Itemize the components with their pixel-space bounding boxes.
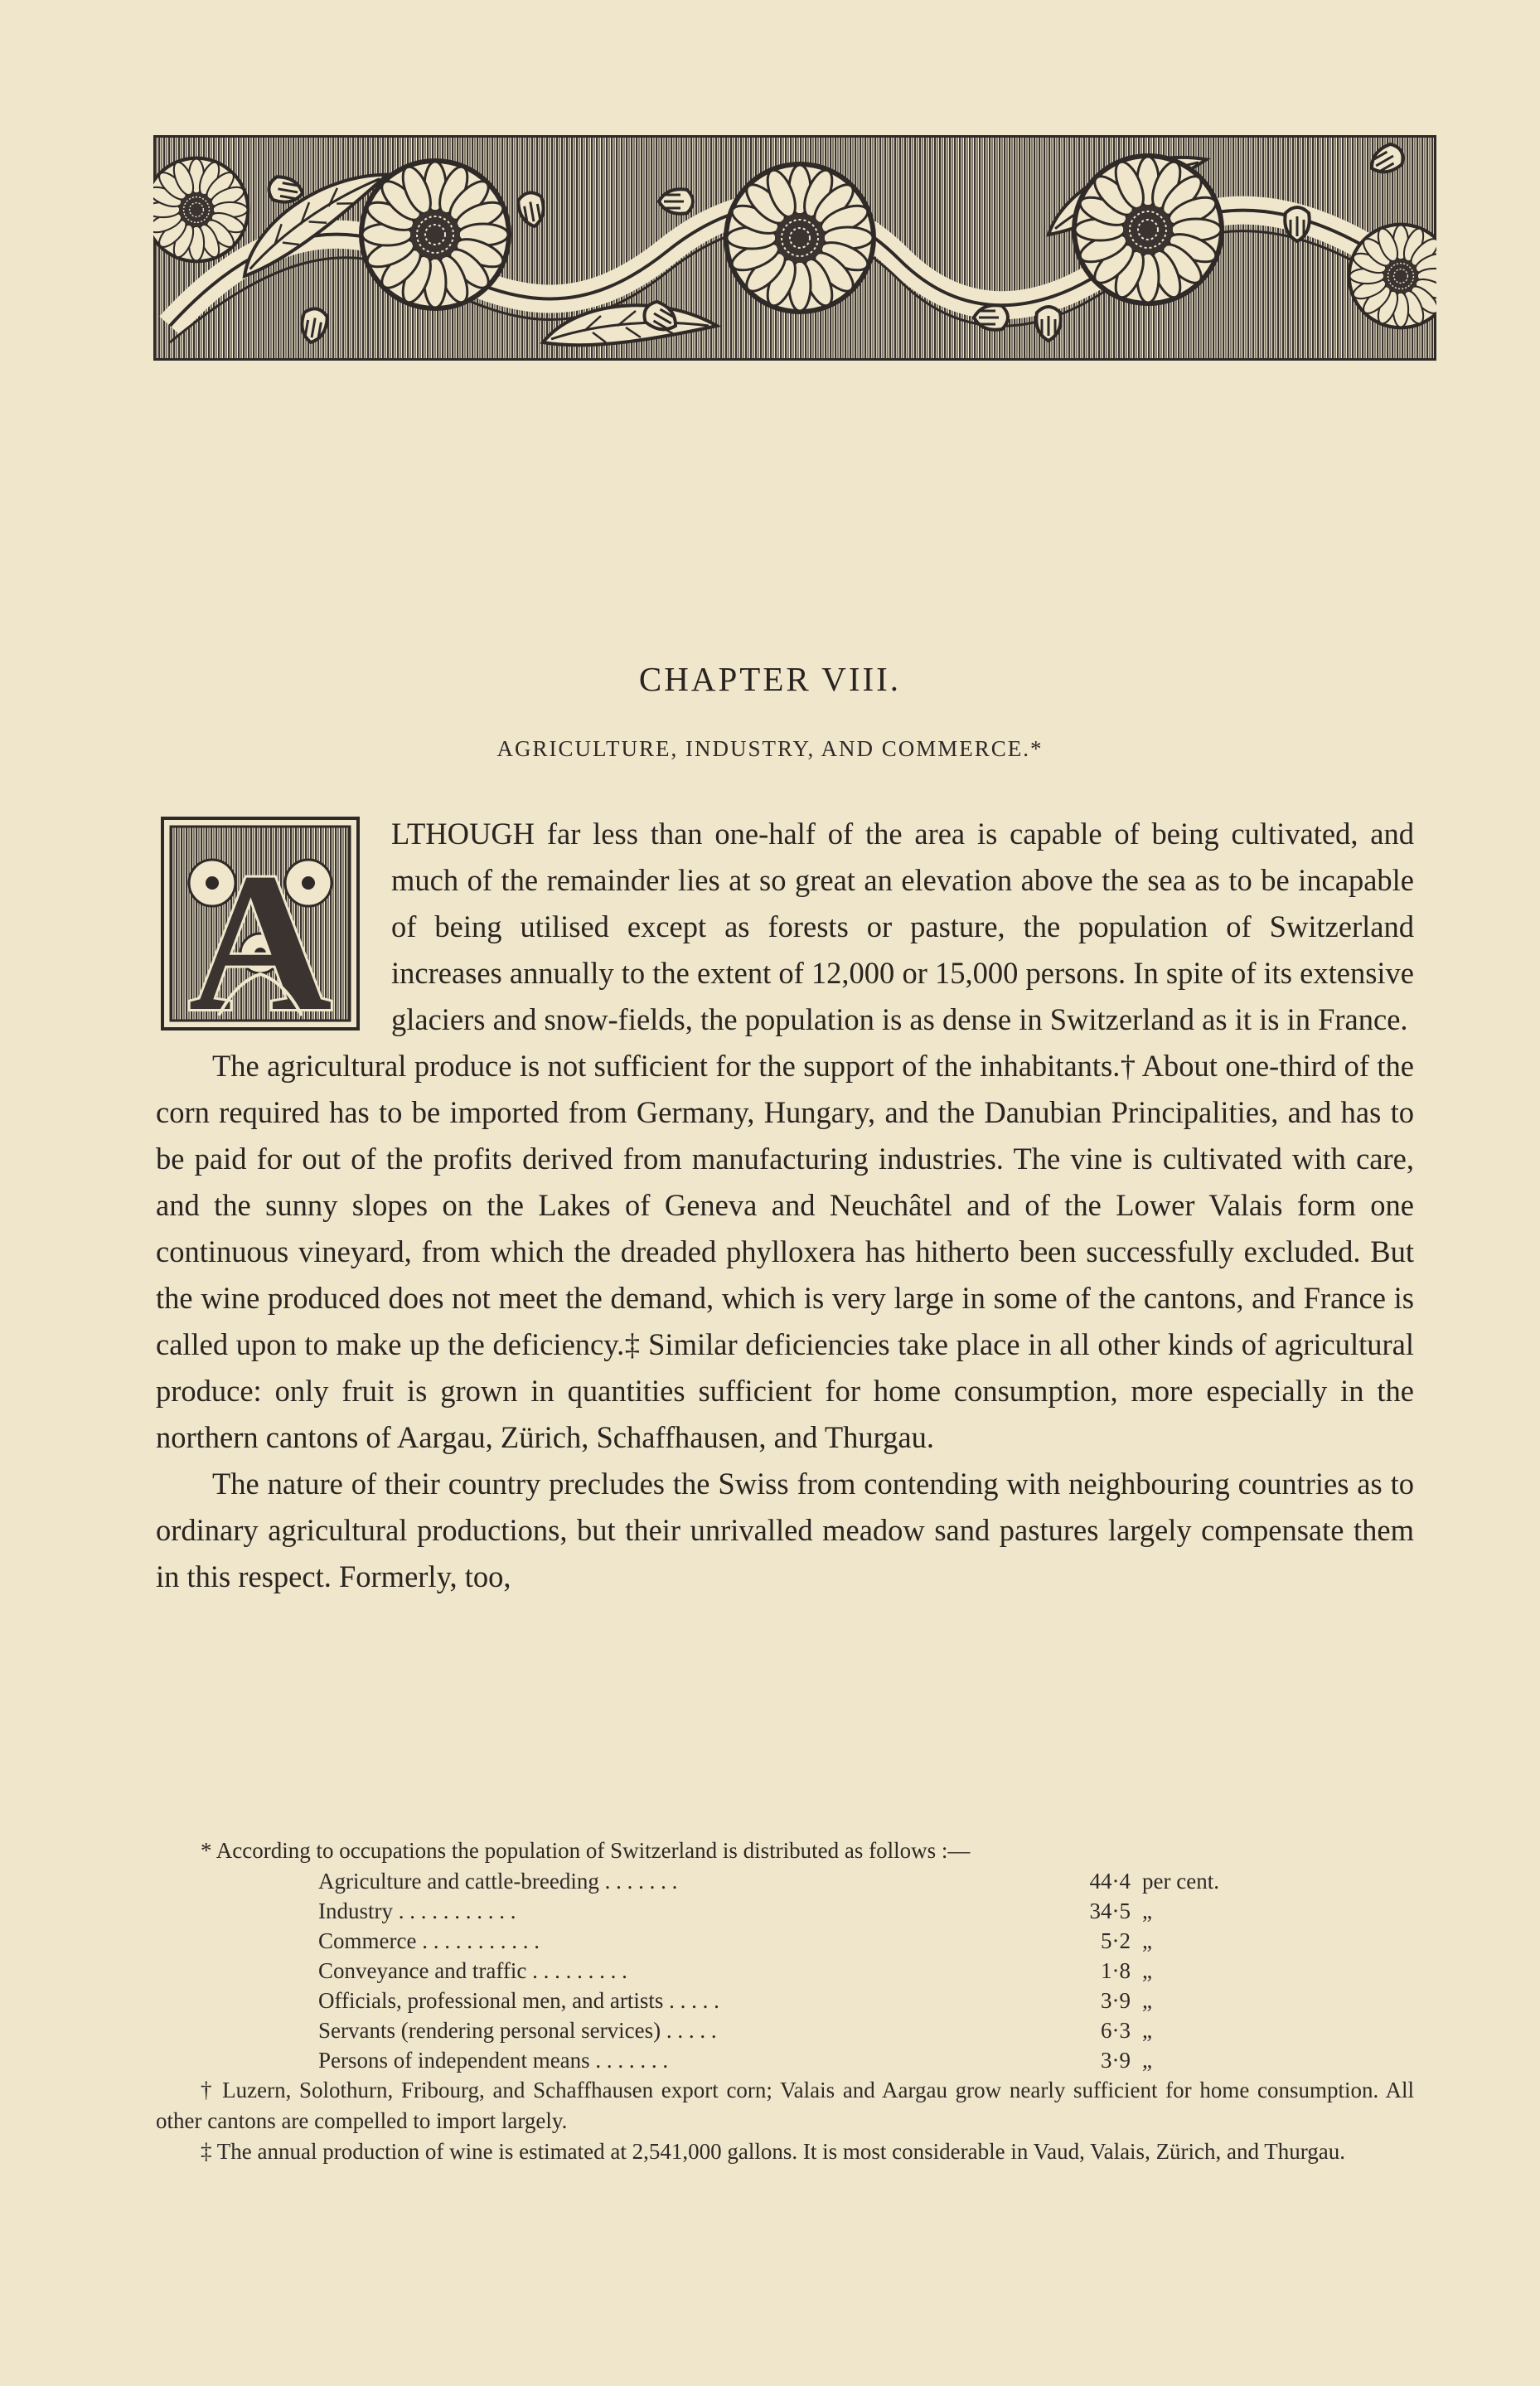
footnote-dagger: † Luzern, Solothurn, Fribourg, and Schaffhausen export corn; Valais and Aargau grow nearly sufficient for home consumption. All other cantons are compelled to import largely.: [156, 2078, 1414, 2133]
paragraph-2: The agricultural produce is not sufficient for the support of the inhabitants.† About one-third of the corn required has to be imported from Germany, Hungary, and the Danubian Principalities, and has to be paid for out of the profits derived from manufacturing industries. The vine is cultivated with care, and the sunny slopes on the Lakes of Geneva and Neuchâtel and of the Lower Valais form one continuous vineyard, from which the dreaded phylloxera has hitherto been successfully excluded. But the wine produced does not meet the demand, which is very large in some of the cantons, and France is called upon to make up the deficiency.‡ Similar deficiencies take place in all other kinds of agricultural produce: only fruit is grown in quantities sufficient for home consumption, more especially in the northern cantons of Aargau, Zürich, Schaffhausen, and Thurgau.: [156, 1049, 1414, 1454]
footnote-double-dagger: ‡ The annual production of wine is estimated at 2,541,000 gallons. It is most considerable in Vaud, Valais, Zürich, and Thurgau.: [201, 2139, 1346, 2164]
paragraph-1-text: LTHOUGH far less than one-half of the area is capable of being cultivated, and much of the remainder lies at so great an elevation above the sea as to be incapable of being utilised except as forests or pasture, the population of Switzerland increases annually to the extent of 12,000 or 15,000 persons. In spite of its extensive glaciers and snow-fields, the population is as dense in Switzerland as it is in France.: [391, 817, 1414, 1036]
chapter-subtitle: AGRICULTURE, INDUSTRY, AND COMMERCE.*: [496, 736, 1044, 761]
footnote-star-intro: * According to occupations the population of Switzerland is distributed as follows :—: [201, 1838, 971, 1863]
initial-letter: A: [188, 832, 332, 1031]
body-text: [156, 811, 1414, 1600]
footnotes: [156, 1836, 1414, 2167]
table-row: Industry . . . . . . . . . . . 34·5 „: [318, 1899, 1152, 1923]
paragraph-1: [156, 811, 1414, 1043]
table-row: Persons of independent means . . . . . . . 3·9 „: [318, 2048, 1152, 2073]
table-row: Conveyance and traffic . . . . . . . . . 1·8 „: [318, 1958, 1152, 1983]
table-row: Servants (rendering personal services) . . . . . 6·3 „: [318, 2018, 1152, 2043]
chapter-title: CHAPTER VIII.: [638, 660, 902, 698]
table-row: Agriculture and cattle-breeding . . . . . . . 44·4 per cent.: [318, 1869, 1219, 1894]
floral-headpiece: [153, 135, 1436, 361]
paragraph-3: The nature of their country precludes the Swiss from contending with neighbouring countries as to ordinary agricultural productions, but their unrivalled meadow sand pastures largely compensate them in this respect. Formerly, too,: [156, 1467, 1414, 1593]
initial-space: [156, 811, 391, 1035]
table-row: Commerce . . . . . . . . . . . 5·2 „: [318, 1928, 1152, 1953]
table-row: Officials, professional men, and artists . . . . . 3·9 „: [318, 1988, 1152, 2013]
occupation-table: [318, 1866, 1273, 2075]
